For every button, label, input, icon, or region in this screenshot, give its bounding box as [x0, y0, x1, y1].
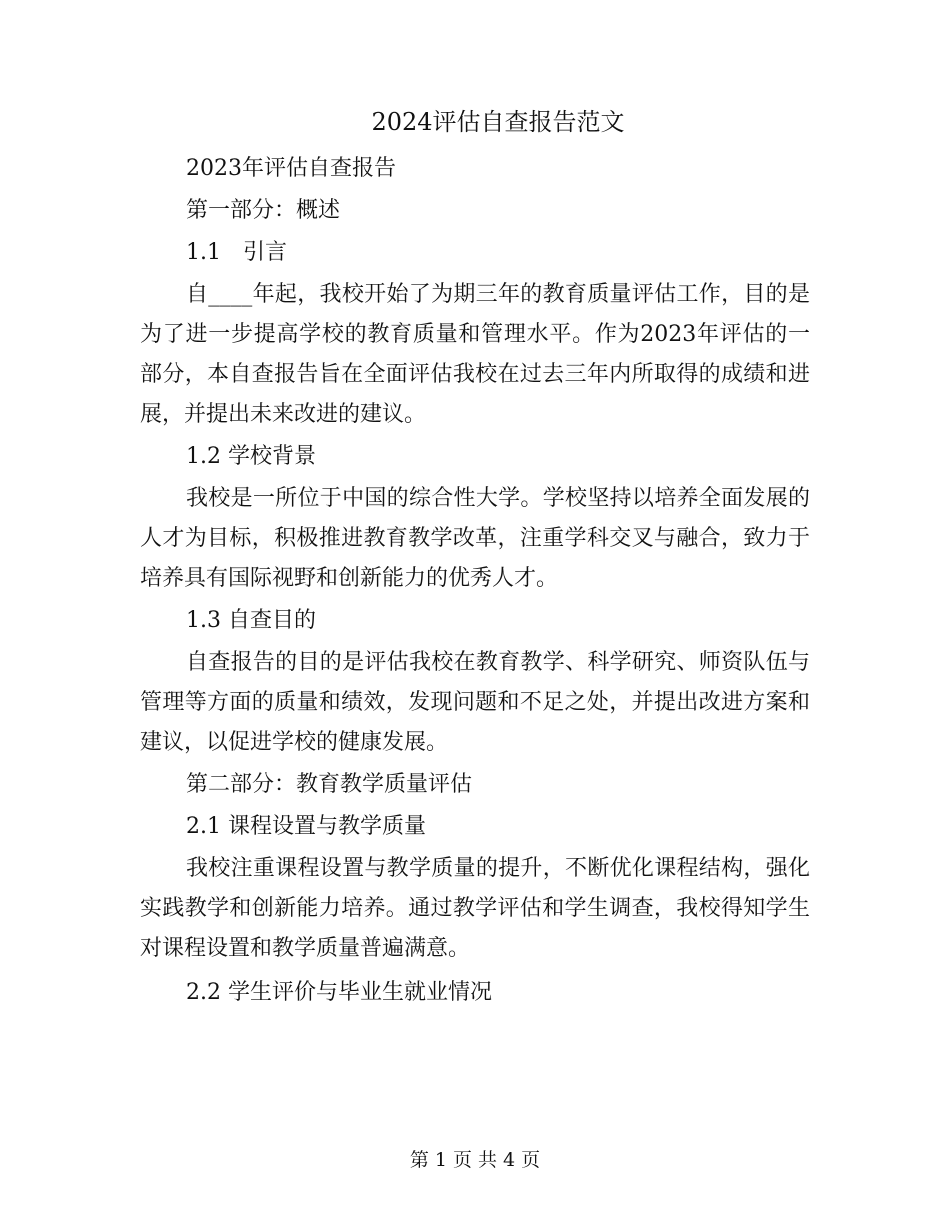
- subsection-heading-1-3: 1.3 自查目的: [186, 608, 316, 633]
- document-body: [140, 149, 810, 1013]
- subsection-heading-2-1: 2.1 课程设置与教学质量: [186, 814, 426, 839]
- paragraph-school-background: 我校是一所位于中国的综合性大学。学校坚持以培养全面发展的人才为目标，积极推进教育教学改革，注重学科交叉与融合，致力于培养具有国际视野和创新能力的优秀人才。: [140, 486, 810, 591]
- section-heading-part2: 第二部分：教育教学质量评估: [186, 772, 473, 797]
- document-title: 2024评估自查报告范文: [371, 108, 625, 136]
- paragraph-curriculum-quality: 我校注重课程设置与教学质量的提升，不断优化课程结构，强化实践教学和创新能力培养。通过教学评估和学生调查，我校得知学生对课程设置和教学质量普遍满意。: [140, 856, 810, 961]
- paragraph-introduction: 自____年起，我校开始了为期三年的教育质量评估工作，目的是为了进一步提高学校的教育质量和管理水平。作为2023年评估的一部分，本自查报告旨在全面评估我校在过去三年内所取得的成绩和进展，并提出未来改进的建议。: [140, 282, 810, 427]
- page-number-footer: 第 1 页 共 4 页: [409, 1149, 541, 1171]
- subsection-heading-1-1: 1.1 引言: [186, 240, 287, 265]
- subsection-heading-1-2: 1.2 学校背景: [186, 444, 316, 469]
- section-heading-part1: 第一部分：概述: [186, 198, 341, 223]
- paragraph-self-check-purpose: 自查报告的目的是评估我校在教育教学、科学研究、师资队伍与管理等方面的质量和绩效，发现问题和不足之处，并提出改进方案和建议，以促进学校的健康发展。: [140, 650, 810, 755]
- subsection-heading-2-2: 2.2 学生评价与毕业生就业情况: [186, 980, 492, 1005]
- report-subtitle: 2023年评估自查报告: [186, 156, 396, 181]
